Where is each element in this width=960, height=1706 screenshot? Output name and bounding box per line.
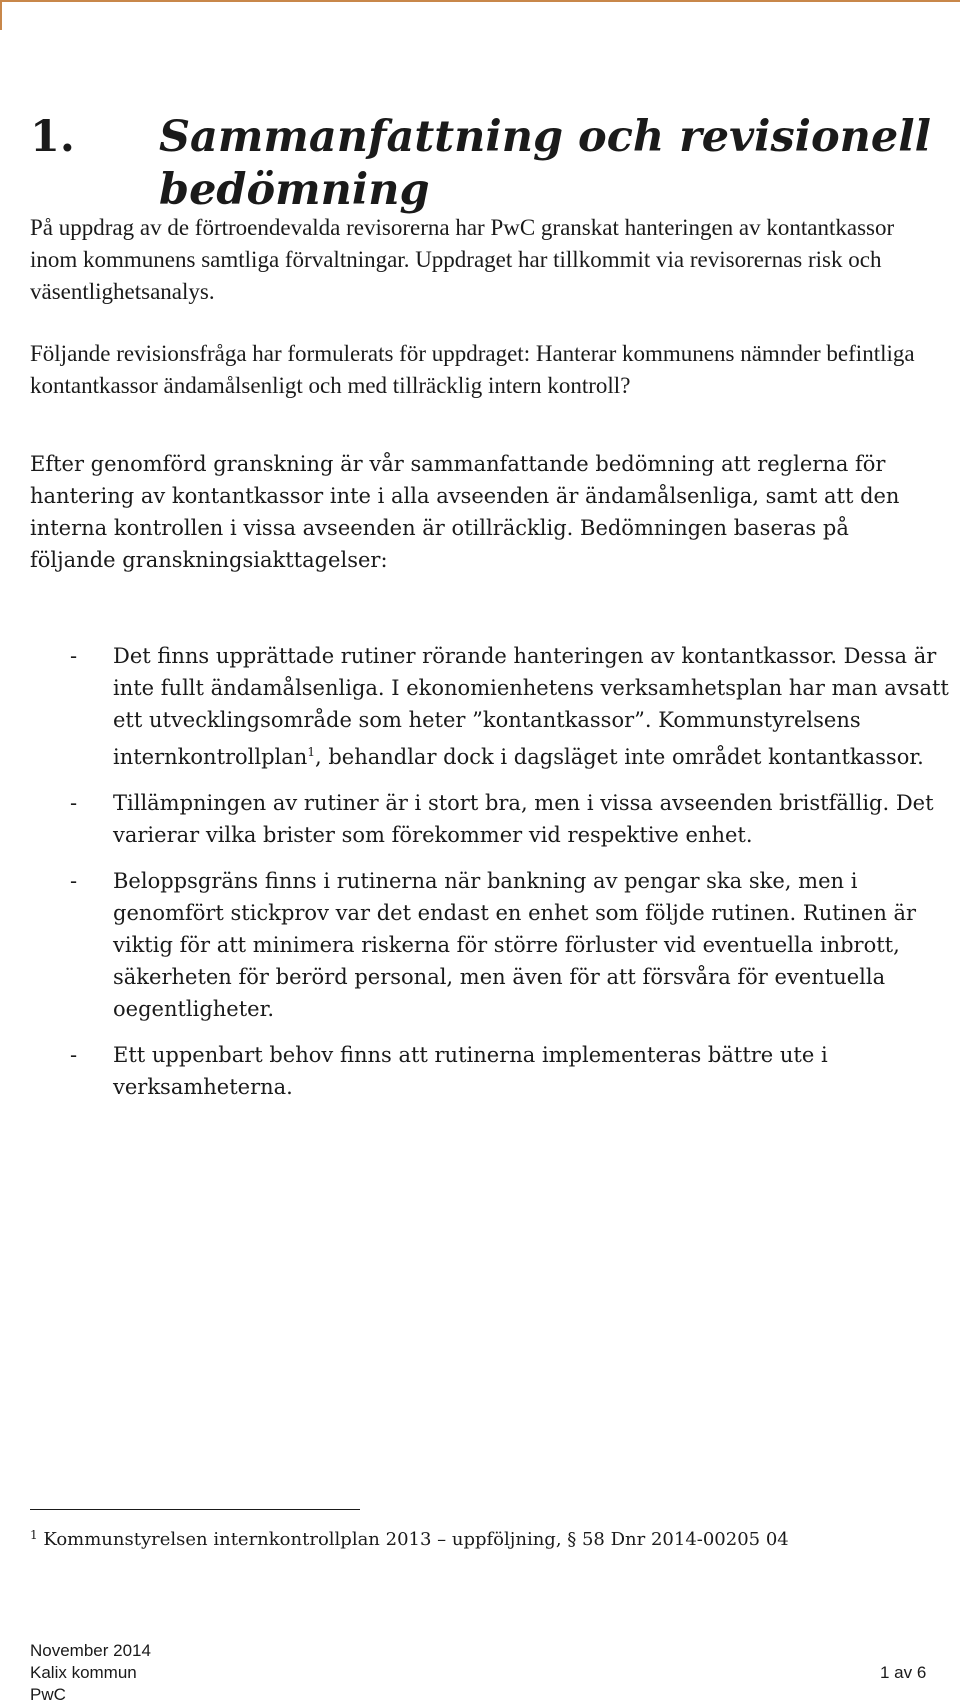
footnote-reference[interactable]: 1	[307, 745, 315, 759]
list-item-text: Beloppsgräns finns i rutinerna när bankning av pengar ska ske, men i genomfört stickprov var det endast en enhet som följde rutinen. Rutinen är viktig för att minimera riskerna för större förluster vid eventuella inbrott, säkerheten för berörd personal, men även för att försvåra för eventuella oegentligheter.	[113, 869, 917, 1021]
audit-question-paragraph: Följande revisionsfråga har formulerats för uppdraget: Hanterar kommunens nämnder befintliga kontantkassor ändamålsenligt och med tillräcklig intern kontroll?	[30, 341, 915, 398]
page-corner-rule	[0, 0, 960, 30]
intro-paragraph: På uppdrag av de förtroendevalda revisorerna har PwC granskat hanteringen av kontantkassor inom kommunens samtliga förvaltningar. Uppdraget har tillkommit via revisorernas risk och väsentlighetsanalys.	[30, 215, 895, 304]
list-dash: -	[70, 644, 78, 668]
list-item-text: Tillämpningen av rutiner är i stort bra, men i vissa avseenden bristfällig. Det varierar vilka brister som förekommer vid respektive enhet.	[113, 791, 934, 847]
footnote	[30, 1522, 930, 1553]
list-item	[70, 865, 960, 1025]
list-dash: -	[70, 869, 78, 893]
list-dash: -	[70, 1043, 78, 1067]
assessment-paragraph: Efter genomförd granskning är vår sammanfattande bedömning att reglerna för hantering av kontantkassor inte i alla avseenden är ändamålsenliga, samt att den interna kontrollen i vissa avseenden är otillräcklig. Bedömningen baseras på följande granskningsiakttagelser:	[30, 452, 900, 572]
list-dash: -	[70, 791, 78, 815]
list-item-text: Ett uppenbart behov finns att rutinerna implementeras bättre ute i verksamheterna.	[113, 1043, 828, 1099]
footer-firm: PwC	[30, 1685, 66, 1704]
list-item	[70, 1039, 960, 1103]
footer-date: November 2014	[30, 1641, 151, 1660]
footer-organization: Kalix kommun	[30, 1663, 137, 1682]
list-item-text-continued: , behandlar dock i dagsläget inte området kontantkassor.	[314, 745, 924, 769]
page-footer	[30, 1640, 151, 1706]
footnote-divider	[30, 1509, 360, 1510]
page-number: 1 av 6	[880, 1663, 927, 1682]
footnote-marker: 1	[30, 1528, 38, 1542]
list-item	[70, 640, 960, 773]
footnote-text: Kommunstyrelsen internkontrollplan 2013 – uppföljning, § 58 Dnr 2014-00205 04	[37, 1529, 789, 1550]
section-number: 1.	[30, 111, 75, 162]
list-item-text: Det finns upprättade rutiner rörande hanteringen av kontantkassor. Dessa är inte fullt ändamålsenliga. I ekonomienhetens verksamhetsplan har man avsatt ett utvecklingsområde som heter ”kontantkassor”. Kommunstyrelsens internkontrollplan	[113, 644, 949, 769]
section-heading	[30, 111, 950, 217]
list-item	[70, 787, 960, 851]
findings-list	[70, 640, 960, 1117]
section-title: Sammanfattning och revisionell bedömning	[159, 111, 931, 215]
